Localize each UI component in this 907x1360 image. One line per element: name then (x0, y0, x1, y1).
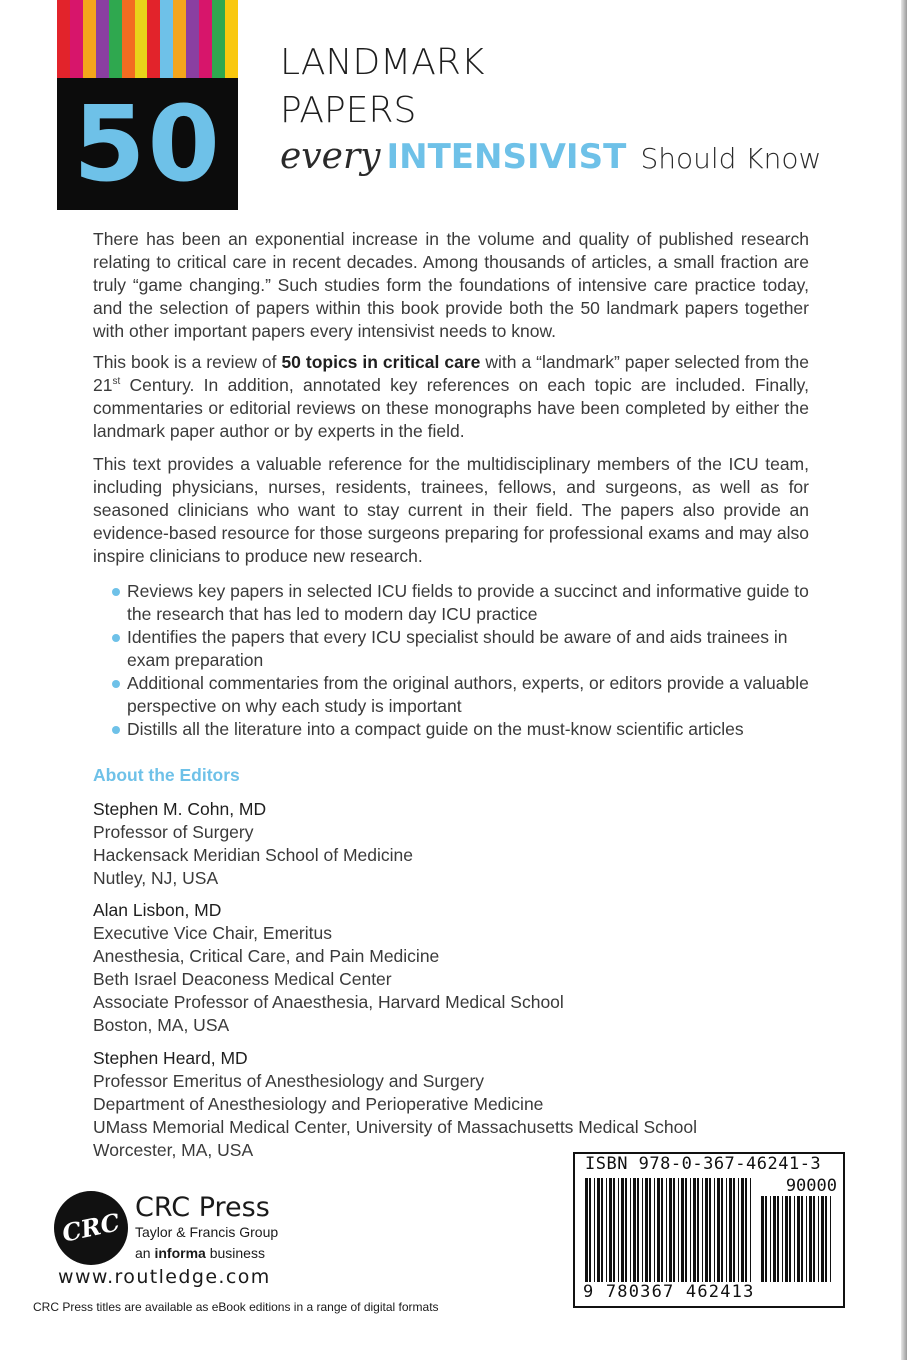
color-stripe (57, 0, 70, 78)
color-stripe (199, 0, 212, 78)
bullet-dot-icon (112, 680, 120, 688)
informa-b: business (205, 1245, 265, 1261)
color-stripe (147, 0, 160, 78)
color-stripe (135, 0, 148, 78)
description-paragraph-3: This text provides a valuable reference for the multidisciplinary members of the ICU team, including physicians, nurses, residents, trainees, fellows, and surgeons, as well as for seasoned clinicians who want to stay current in their field. The papers also provide an evidence-based resource for those surgeons preparing for professional exams and may also inspire clinicians to produce new research. (93, 454, 809, 566)
barcode-bar (813, 1196, 815, 1282)
description-paragraph-2 (93, 351, 809, 443)
barcode-bar (733, 1178, 735, 1282)
barcode-bar (801, 1196, 803, 1282)
barcode-bar (681, 1178, 684, 1282)
barcode-bar (729, 1178, 732, 1282)
color-stripe (122, 0, 135, 78)
barcode-bar (721, 1178, 723, 1282)
p2-bold: 50 topics in critical care (281, 352, 481, 372)
color-stripe (160, 0, 173, 78)
editor-block (93, 798, 813, 890)
color-stripe (173, 0, 186, 78)
isbn-text: ISBN 978-0-367-46241-3 (585, 1154, 822, 1174)
about-editors-heading: About the Editors (93, 765, 240, 785)
crc-logo-text: CRC (59, 1207, 123, 1248)
barcode-bar (818, 1196, 819, 1282)
feature-list-item (112, 626, 812, 672)
publisher-name: CRC Press (135, 1192, 270, 1223)
color-stripe (83, 0, 96, 78)
barcode-bar (609, 1178, 612, 1282)
editor-line: Department of Anesthesiology and Perioperative Medicine (93, 1094, 544, 1114)
barcode-bar (633, 1178, 636, 1282)
barcode-bar (630, 1178, 631, 1282)
barcode-bar (785, 1196, 788, 1282)
publisher-website: www.routledge.com (58, 1266, 271, 1288)
price-code: 90000 (785, 1176, 837, 1196)
barcode-bar (770, 1196, 771, 1282)
editor-name: Stephen Heard, MD (93, 1048, 248, 1068)
barcode-bar (761, 1196, 764, 1282)
logo-black-panel (57, 78, 238, 210)
p2-text-b: with a “landmark” paper selected from the 21 (93, 352, 809, 395)
barcode-bar (705, 1178, 708, 1282)
p2-text-c: Century. In addition, annotated key references on each topic are included. Finally, commentaries or editorial reviews on these monographs have been completed by either the landmark paper author or by experts in the field. (93, 375, 809, 441)
informa-a: an (135, 1245, 155, 1261)
editor-line: Associate Professor of Anaesthesia, Harvard Medical School (93, 992, 564, 1012)
barcode-bar (773, 1196, 776, 1282)
barcode-bar (589, 1178, 591, 1282)
ebook-note: CRC Press titles are available as eBook editions in a range of digital formats (33, 1300, 439, 1314)
barcode-bar (618, 1178, 619, 1282)
publisher-informa (135, 1245, 265, 1261)
editor-line: Nutley, NJ, USA (93, 868, 219, 888)
barcode-bar (613, 1178, 615, 1282)
barcode-bar (645, 1178, 648, 1282)
barcode-bar (702, 1178, 703, 1282)
feature-text: Additional commentaries from the original authors, experts, or editors provide a valuable perspective on why each study is important (127, 673, 809, 716)
barcode-bar (745, 1178, 747, 1282)
bullet-dot-icon (112, 634, 120, 642)
barcode-bar (654, 1178, 655, 1282)
barcode-bar (673, 1178, 675, 1282)
barcode-bar (649, 1178, 651, 1282)
editor-block (93, 1047, 813, 1162)
barcode-bar (637, 1178, 639, 1282)
color-stripe (96, 0, 109, 78)
barcode-bar (830, 1196, 831, 1282)
series-logo (57, 0, 238, 210)
bullet-dot-icon (112, 726, 120, 734)
barcode-bar (777, 1196, 779, 1282)
barcode-bar (606, 1178, 607, 1282)
barcode-bar (717, 1178, 720, 1282)
feature-text: Distills all the literature into a compact guide on the must-know scientific articles (127, 719, 744, 739)
barcode-bar (685, 1178, 687, 1282)
color-stripe (109, 0, 122, 78)
logo-number: 50 (73, 83, 222, 205)
barcode-bar (625, 1178, 627, 1282)
editor-name: Alan Lisbon, MD (93, 900, 222, 920)
editor-line: Anesthesia, Critical Care, and Pain Medicine (93, 946, 440, 966)
barcode-bar (797, 1196, 800, 1282)
barcode-bar (809, 1196, 812, 1282)
ean-digits: 9 780367 462413 (583, 1282, 755, 1302)
color-stripe (186, 0, 199, 78)
publisher-group: Taylor & Francis Group (135, 1224, 279, 1240)
editor-line: Worcester, MA, USA (93, 1140, 254, 1160)
ean-barcode-bars (585, 1178, 755, 1282)
feature-list (112, 580, 812, 741)
crc-logo-icon (54, 1191, 128, 1265)
barcode-bar (821, 1196, 824, 1282)
barcode-bar (782, 1196, 783, 1282)
title-should-know: Should Know (640, 142, 822, 175)
barcode-bar (669, 1178, 672, 1282)
barcode-bar (765, 1196, 767, 1282)
barcode-bar (726, 1178, 727, 1282)
editor-line: UMass Memorial Medical Center, University of Massachusetts Medical School (93, 1117, 697, 1137)
feature-list-item (112, 580, 812, 626)
title-every: every (280, 136, 381, 177)
feature-list-item (112, 718, 812, 741)
barcode-bar (709, 1178, 711, 1282)
title-intensivist: INTENSIVIST (386, 137, 627, 177)
barcode-bar (750, 1178, 751, 1282)
barcode-bar (597, 1178, 600, 1282)
color-stripes (57, 0, 238, 78)
barcode-bar (806, 1196, 807, 1282)
bullet-dot-icon (112, 588, 120, 596)
barcode-bar (690, 1178, 691, 1282)
title-line-1: LANDMARK (280, 42, 485, 83)
addon-barcode-bars (761, 1196, 835, 1282)
editor-name: Stephen M. Cohn, MD (93, 799, 267, 819)
barcode-bar (678, 1178, 679, 1282)
barcode-bar (594, 1178, 595, 1282)
feature-text: Reviews key papers in selected ICU fields to provide a succinct and informative guide to the research that has led to modern day ICU practice (127, 581, 809, 624)
barcode-bar (789, 1196, 791, 1282)
title-line-2: PAPERS (280, 90, 417, 131)
barcode-bar (621, 1178, 624, 1282)
feature-text: Identifies the papers that every ICU specialist should be aware of and aids trainees in exam preparation (127, 627, 788, 670)
editor-block (93, 899, 813, 1037)
editor-line: Professor Emeritus of Anesthesiology and Surgery (93, 1071, 485, 1091)
barcode-bar (661, 1178, 663, 1282)
title-line-3 (280, 136, 821, 177)
editor-line: Boston, MA, USA (93, 1015, 230, 1035)
feature-list-item (112, 672, 812, 718)
barcode-bar (738, 1178, 739, 1282)
p2-text-a: This book is a review of (93, 352, 282, 372)
editor-line: Hackensack Meridian School of Medicine (93, 845, 414, 865)
barcode-bar (741, 1178, 744, 1282)
barcode-bar (666, 1178, 667, 1282)
editor-line: Professor of Surgery (93, 822, 254, 842)
editor-line: Beth Israel Deaconess Medical Center (93, 969, 392, 989)
p2-sup: st (112, 376, 121, 388)
barcode-bar (585, 1178, 588, 1282)
informa-bold: informa (154, 1245, 206, 1261)
barcode-bar (642, 1178, 643, 1282)
color-stripe (225, 0, 238, 78)
barcode-bar (714, 1178, 715, 1282)
barcode-bar (794, 1196, 795, 1282)
editor-line: Executive Vice Chair, Emeritus (93, 923, 332, 943)
barcode-bar (697, 1178, 699, 1282)
page-edge-shadow (901, 0, 907, 1360)
description-paragraph-1: There has been an exponential increase in the volume and quality of published research relating to critical care in recent decades. Among thousands of articles, a small fraction are truly “game changing.” Such studies form the foundations of intensive care practice today, and the selection of papers within this book provide both the 50 landmark papers together with other important papers every intensivist needs to know. (93, 229, 809, 341)
barcode-bar (601, 1178, 603, 1282)
isbn-barcode (573, 1152, 845, 1308)
color-stripe (212, 0, 225, 78)
color-stripe (70, 0, 83, 78)
barcode-bar (657, 1178, 660, 1282)
barcode-bar (825, 1196, 827, 1282)
barcode-bar (693, 1178, 696, 1282)
